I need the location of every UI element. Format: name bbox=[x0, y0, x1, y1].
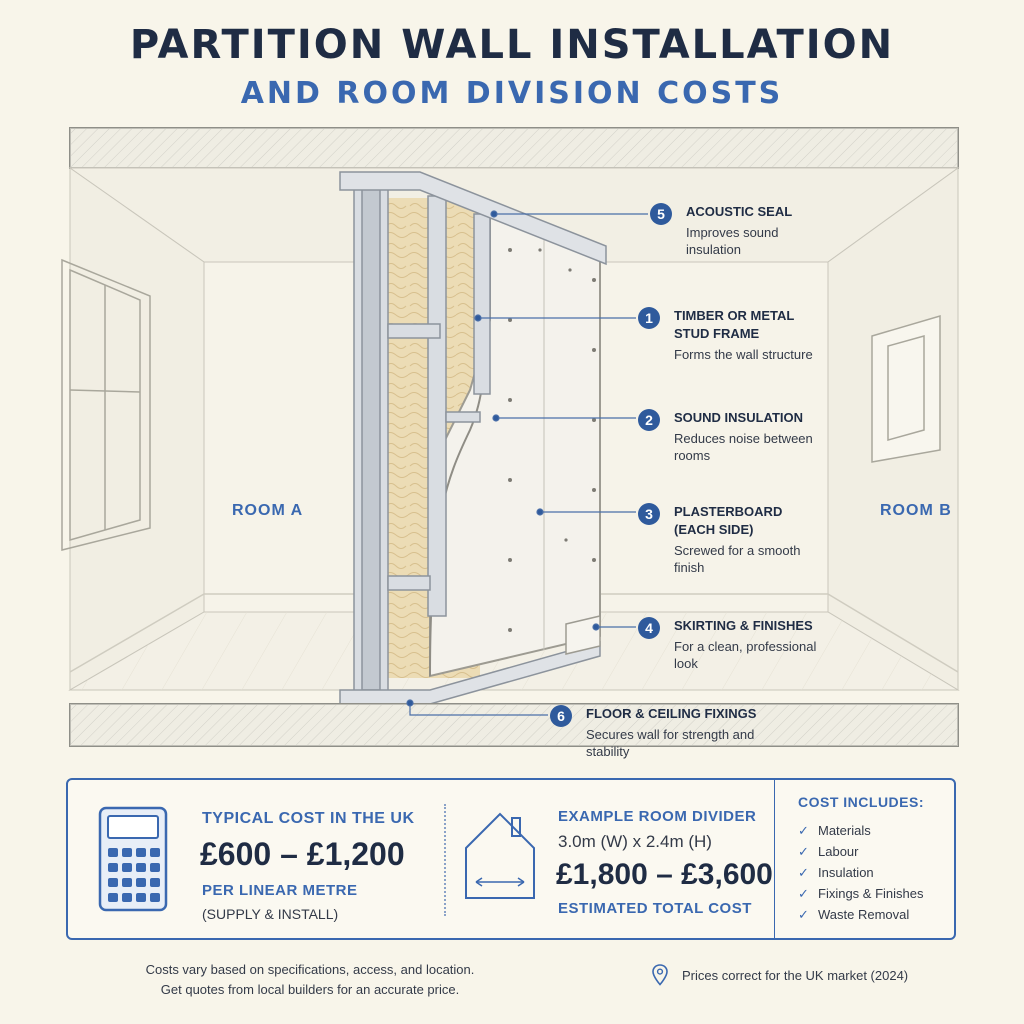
room-a-label: ROOM A bbox=[232, 502, 304, 519]
typical-cost-price: £600 – £1,200 bbox=[200, 836, 405, 872]
callout-plasterboard bbox=[638, 503, 838, 576]
callout-number: 2 bbox=[638, 409, 660, 431]
list-item-label: Waste Removal bbox=[818, 907, 910, 922]
list-item-label: Fixings & Finishes bbox=[818, 886, 924, 901]
callout-number: 1 bbox=[638, 307, 660, 329]
list-item bbox=[798, 904, 923, 925]
typical-cost-note: (SUPPLY & INSTALL) bbox=[202, 906, 339, 922]
list-item-label: Labour bbox=[818, 844, 859, 859]
check-icon: ✓ bbox=[798, 907, 809, 922]
typical-cost-unit: PER LINEAR METRE bbox=[202, 882, 358, 899]
callout-sound-insulation bbox=[638, 409, 838, 464]
panel-divider bbox=[444, 804, 446, 916]
location-pin-icon bbox=[652, 964, 668, 986]
example-price: £1,800 – £3,600 bbox=[556, 858, 773, 891]
callout-description: Screwed for a smooth finish bbox=[674, 543, 801, 575]
check-icon: ✓ bbox=[798, 865, 809, 880]
house-icon bbox=[462, 808, 538, 902]
check-icon: ✓ bbox=[798, 823, 809, 838]
callout-title: SOUND INSULATION bbox=[674, 410, 804, 425]
example-heading: EXAMPLE ROOM DIVIDER bbox=[558, 808, 757, 825]
room-b-label: ROOM B bbox=[880, 502, 952, 519]
example-label: ESTIMATED TOTAL COST bbox=[558, 900, 752, 917]
calculator-icon bbox=[98, 806, 168, 912]
callout-skirting bbox=[638, 617, 838, 672]
example-dimensions: 3.0m (W) x 2.4m (H) bbox=[558, 832, 712, 851]
includes-list bbox=[798, 820, 923, 925]
callout-description: Improves sound insulation bbox=[686, 225, 779, 257]
callout-title: PLASTERBOARD (EACH SIDE) bbox=[674, 504, 783, 537]
callout-number: 6 bbox=[550, 705, 572, 727]
callout-acoustic-seal bbox=[650, 203, 850, 258]
callout-title: ACOUSTIC SEAL bbox=[686, 204, 793, 219]
panel-divider bbox=[774, 780, 775, 938]
cost-panel bbox=[66, 778, 956, 940]
list-item bbox=[798, 883, 923, 904]
callout-description: Secures wall for strength and stability bbox=[586, 727, 755, 759]
list-item bbox=[798, 820, 923, 841]
list-item-label: Materials bbox=[818, 823, 871, 838]
disclaimer-line-2: Get quotes from local builders for an accurate price. bbox=[160, 982, 460, 997]
check-icon: ✓ bbox=[798, 886, 809, 901]
callout-fixings bbox=[550, 705, 780, 760]
callout-number: 4 bbox=[638, 617, 660, 639]
callout-number: 5 bbox=[650, 203, 672, 225]
footer-disclaimer bbox=[100, 960, 520, 1000]
includes-heading: COST INCLUDES: bbox=[798, 794, 924, 810]
picture-frame bbox=[872, 316, 940, 462]
callout-stud-frame bbox=[638, 307, 838, 363]
callout-description: For a clean, professional look bbox=[674, 639, 817, 671]
typical-cost-heading: TYPICAL COST IN THE UK bbox=[202, 810, 415, 827]
callout-title: TIMBER OR METAL STUD FRAME bbox=[674, 308, 795, 341]
partition-wall bbox=[340, 172, 606, 704]
callout-number: 3 bbox=[638, 503, 660, 525]
page-subtitle: AND ROOM DIVISION COSTS bbox=[240, 76, 784, 111]
disclaimer-line-1: Costs vary based on specifications, access, and location. bbox=[145, 962, 475, 977]
list-item bbox=[798, 862, 923, 883]
list-item-label: Insulation bbox=[818, 865, 874, 880]
callout-description: Reduces noise between rooms bbox=[674, 431, 813, 463]
market-note: Prices correct for the UK market (2024) bbox=[682, 968, 909, 983]
callout-title: FLOOR & CEILING FIXINGS bbox=[586, 706, 757, 721]
list-item bbox=[798, 841, 923, 862]
callout-description: Forms the wall structure bbox=[674, 347, 813, 362]
check-icon: ✓ bbox=[798, 844, 809, 859]
callout-title: SKIRTING & FINISHES bbox=[674, 618, 813, 633]
page-title: PARTITION WALL INSTALLATION bbox=[129, 22, 895, 68]
